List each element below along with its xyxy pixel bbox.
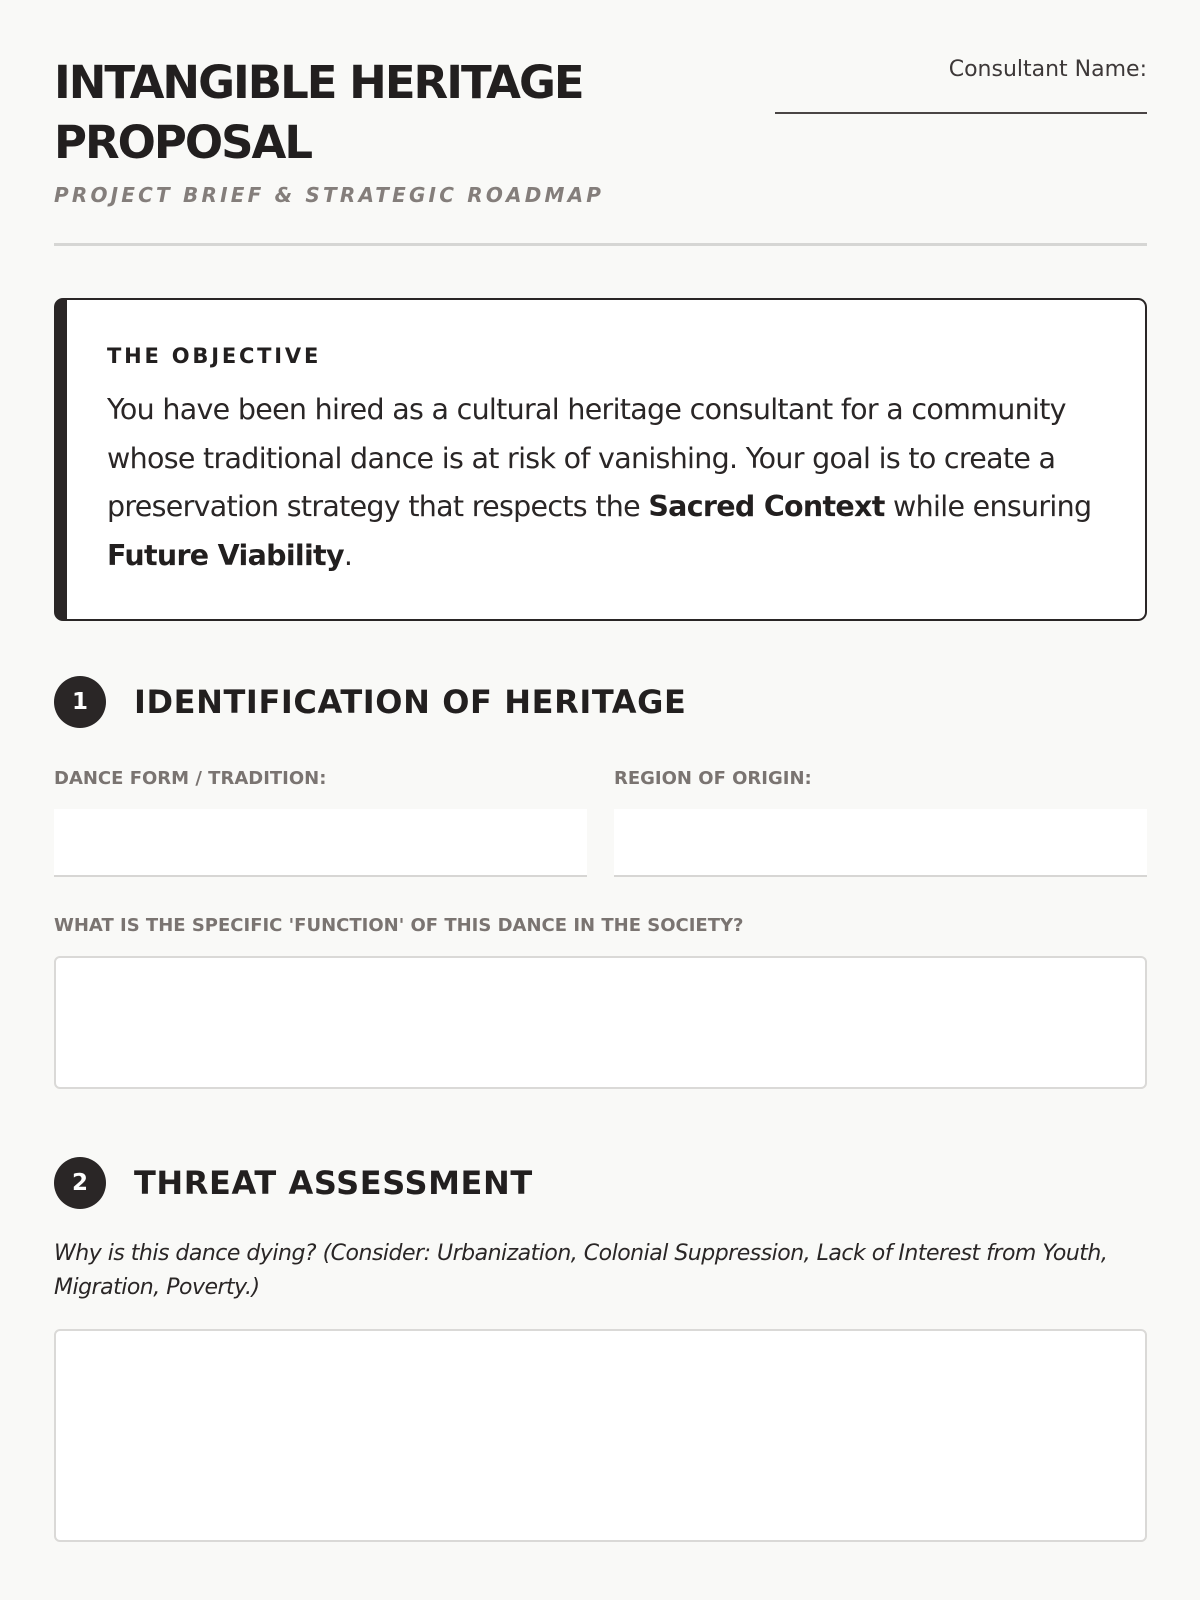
header — [54, 0, 1147, 246]
emphasis-sacred-context: Sacred Context — [648, 490, 885, 523]
objective-box — [54, 298, 1147, 621]
consultant-name-label: Consultant Name: — [948, 57, 1147, 82]
consultant-name-field[interactable] — [775, 56, 1147, 114]
page-subtitle: PROJECT BRIEF & STRATEGIC ROADMAP — [54, 183, 605, 207]
dance-function-textarea[interactable] — [54, 956, 1147, 1089]
title-line-2: PROPOSAL — [54, 116, 312, 169]
worksheet-page — [54, 0, 1147, 1300]
dance-form-input[interactable] — [54, 809, 587, 877]
section-threat-heading — [54, 1157, 1147, 1209]
section-number-badge: 2 — [54, 1157, 106, 1209]
emphasis-future-viability: Future Viability — [107, 538, 344, 572]
page-title — [54, 53, 583, 173]
threat-prompt: Why is this dance dying? (Consider: Urbanization, Colonial Suppression, Lack of Interest from Youth, Migration, Poverty.) — [54, 1241, 1108, 1300]
objective-text: You have been hired as a cultural heritage consultant for a community whose traditional dance is at risk of vanishing. Your goal is to create a preservation strategy that respects the Sacred Context while ensuring Future Viability. — [107, 393, 1092, 572]
section-title: THREAT ASSESSMENT — [134, 1164, 533, 1202]
dance-form-label: DANCE FORM / TRADITION: — [54, 768, 327, 789]
section-title: IDENTIFICATION OF HERITAGE — [134, 683, 687, 721]
dance-function-label: WHAT IS THE SPECIFIC 'FUNCTION' OF THIS DANCE IN THE SOCIETY? — [54, 915, 744, 936]
region-of-origin-label: REGION OF ORIGIN: — [614, 768, 812, 789]
region-of-origin-input[interactable] — [614, 809, 1147, 877]
title-line-1: INTANGIBLE HERITAGE — [54, 56, 583, 109]
section-identification-heading — [54, 676, 1147, 728]
threat-assessment-textarea[interactable] — [54, 1329, 1147, 1542]
section-number-badge: 1 — [54, 676, 106, 728]
objective-heading: THE OBJECTIVE — [107, 344, 322, 368]
